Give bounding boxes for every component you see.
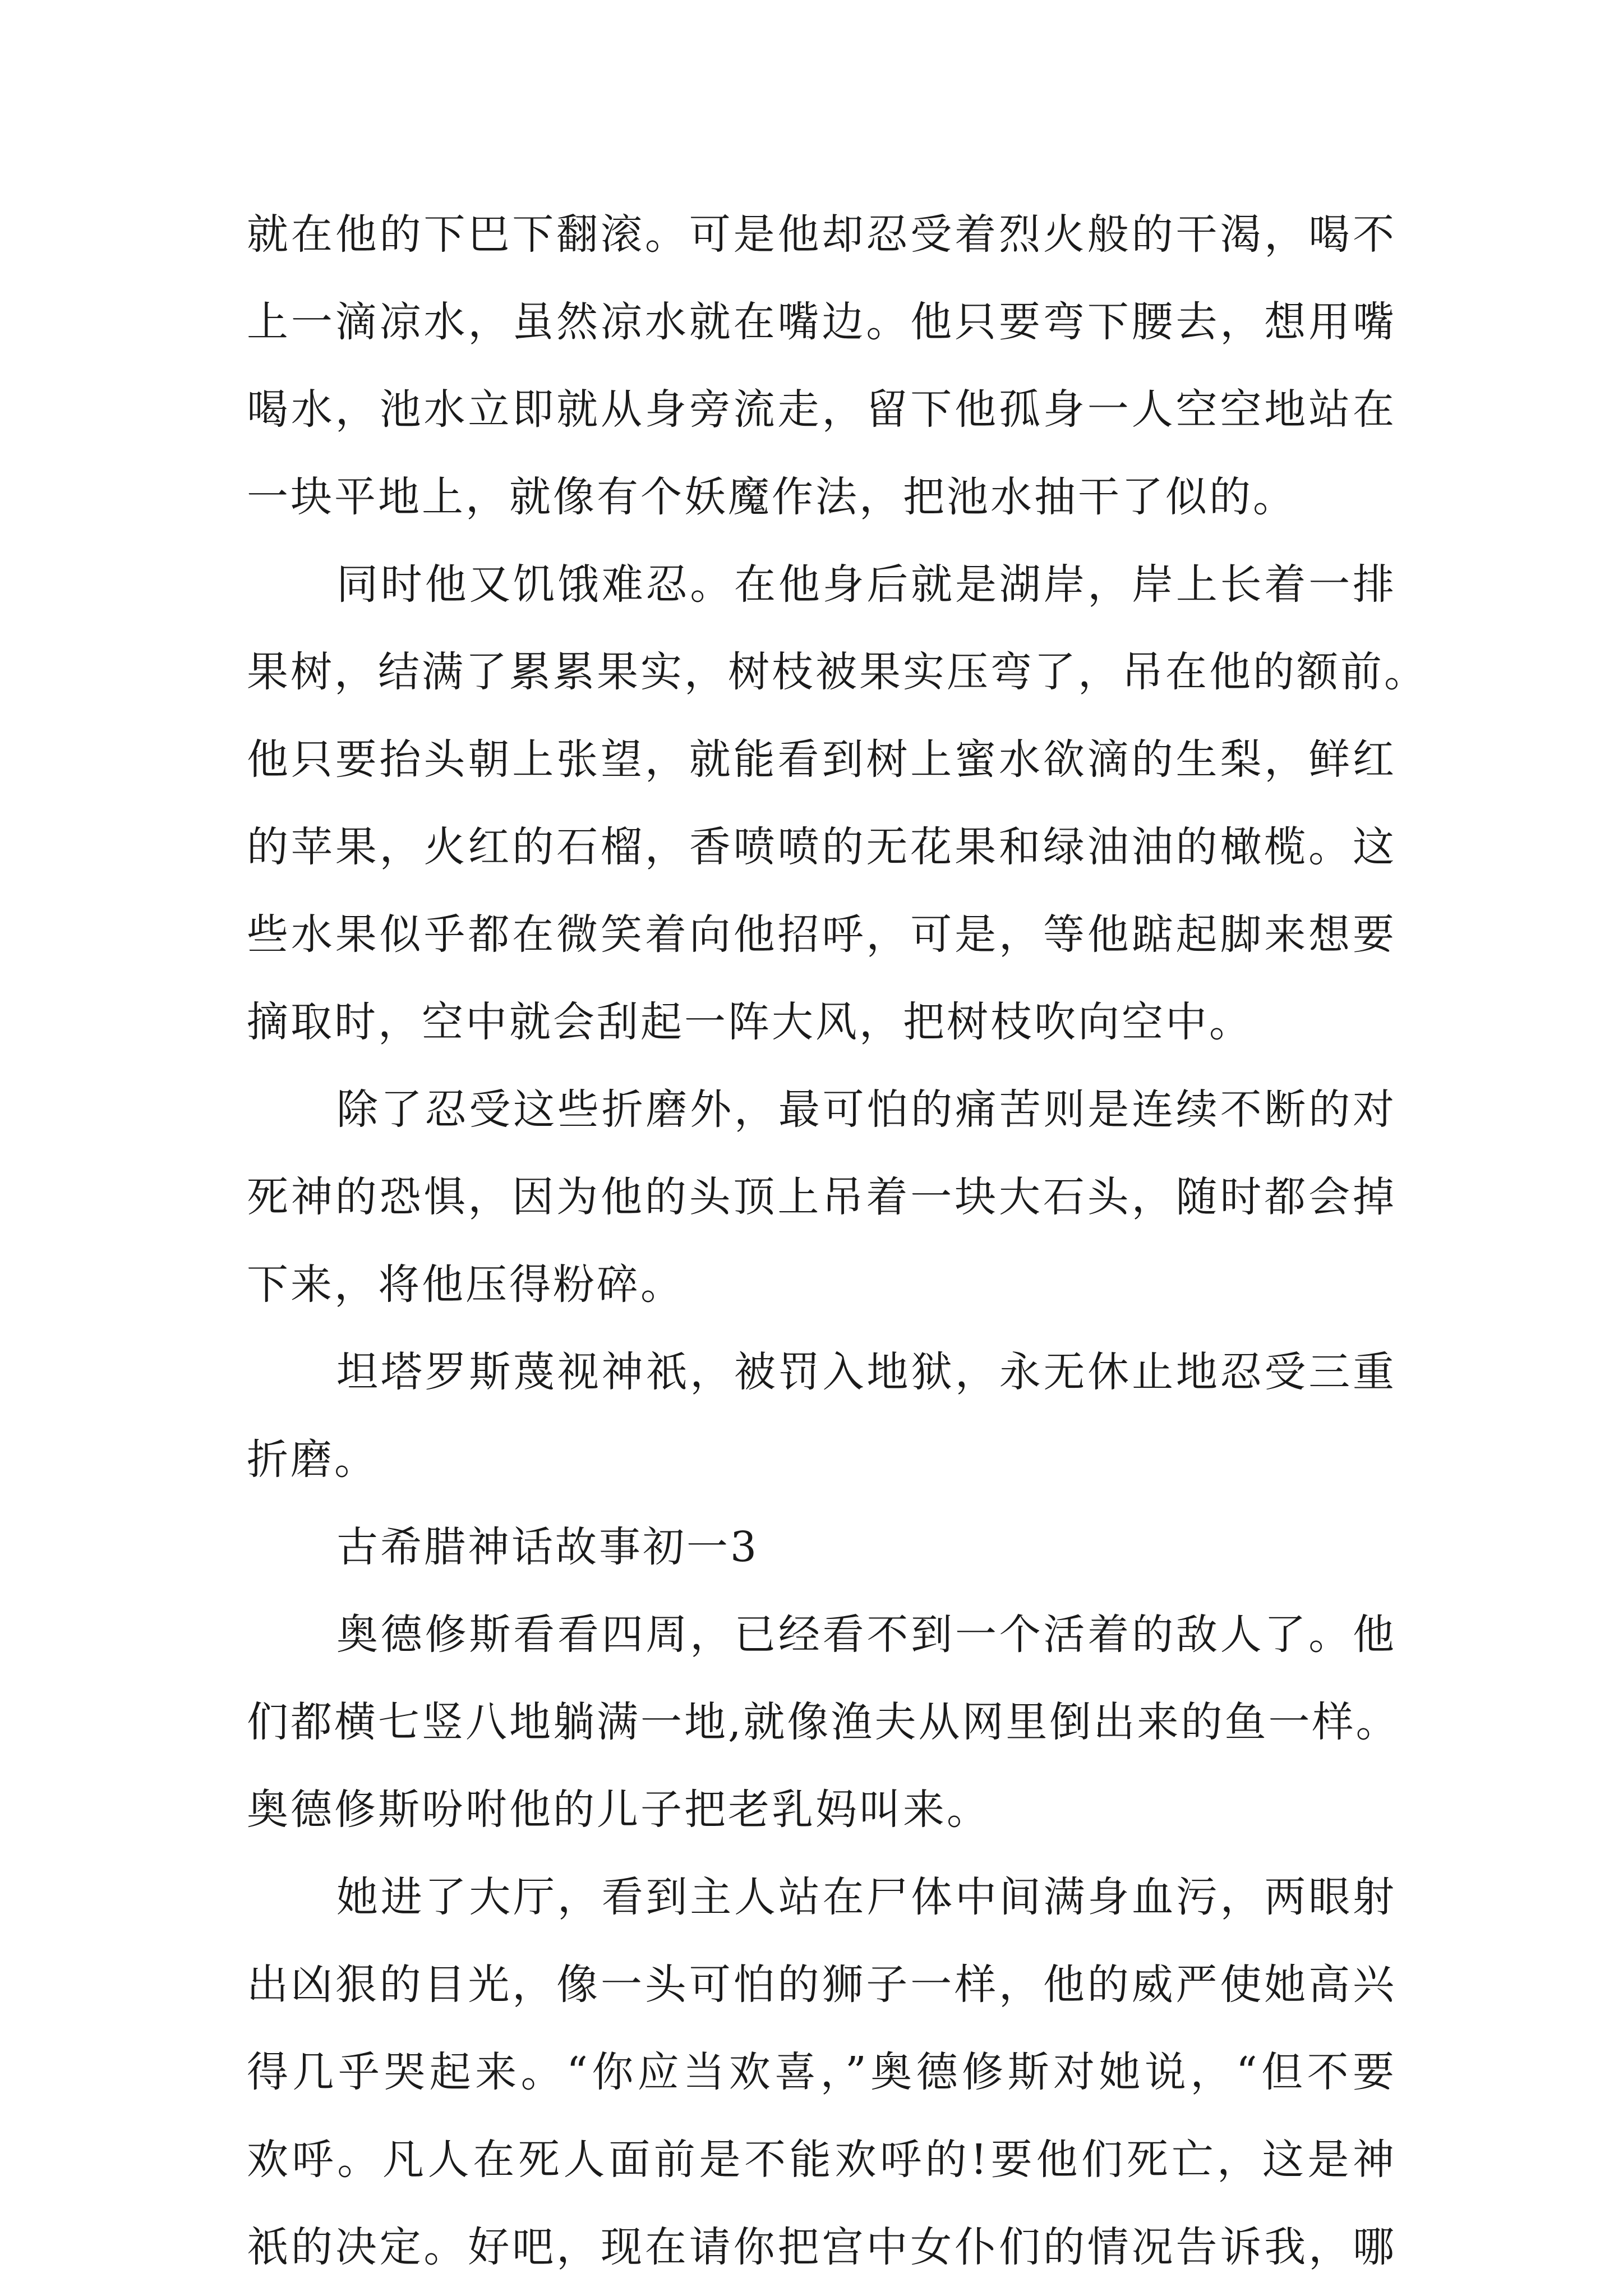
text-line: 同时他又饥饿难忍。在他身后就是湖岸，岸上长着一排 [336,560,1396,609]
text-line: 他只要抬头朝上张望，就能看到树上蜜水欲滴的生梨，鲜红 [247,735,1396,784]
text-line: 们都横七竖八地躺满一地,就像渔夫从网里倒出来的鱼一样。 [247,1698,1400,1746]
text-line: 除了忍受这些折磨外，最可怕的痛苦则是连续不断的对 [336,1085,1396,1134]
text-line: 祇的决定。好吧，现在请你把宫中女仆们的情况告诉我，哪 [247,2223,1396,2271]
text-line: 喝水，池水立即就从身旁流走，留下他孤身一人空空地站在 [247,385,1396,434]
text-line: 死神的恐惧，因为他的头顶上吊着一块大石头，随时都会掉 [247,1173,1396,1221]
document-body [247,191,1428,2291]
text-line: 得几乎哭起来。“你应当欢喜，”奥德修斯对她说，“但不要 [247,2048,1396,2096]
text-line: 的苹果，火红的石榴，香喷喷的无花果和绿油油的橄榄。这 [247,823,1396,871]
text-line: 些水果似乎都在微笑着向他招呼，可是，等他踮起脚来想要 [247,910,1396,959]
text-line: 一块平地上，就像有个妖魔作法，把池水抽干了似的。 [247,473,1297,521]
section-heading: 古希腊神话故事初一3 [336,1523,759,1571]
text-line: 折磨。 [247,1435,378,1484]
text-line: 果树，结满了累累果实，树枝被果实压弯了，吊在他的额前。 [247,648,1428,696]
text-line: 奥德修斯吩咐他的儿子把老乳妈叫来。 [247,1786,990,1834]
text-line: 摘取时，空中就会刮起一阵大风，把树枝吹向空中。 [247,998,1253,1046]
text-line: 坦塔罗斯蔑视神祇，被罚入地狱，永无休止地忍受三重 [336,1348,1396,1396]
text-line: 下来，将他压得粉碎。 [247,1260,684,1309]
text-line: 就在他的下巴下翻滚。可是他却忍受着烈火般的干渴，喝不 [247,210,1396,259]
text-line: 欢呼。凡人在死人面前是不能欢呼的!要他们死亡，这是神 [247,2136,1396,2184]
text-line: 奥德修斯看看四周，已经看不到一个活着的敌人了。他 [336,1611,1396,1659]
text-line: 上一滴凉水，虽然凉水就在嘴边。他只要弯下腰去，想用嘴 [247,298,1396,346]
text-line: 她进了大厅，看到主人站在尸体中间满身血污，两眼射 [336,1873,1396,1921]
text-line: 出凶狠的目光，像一头可怕的狮子一样，他的威严使她高兴 [247,1961,1396,2009]
